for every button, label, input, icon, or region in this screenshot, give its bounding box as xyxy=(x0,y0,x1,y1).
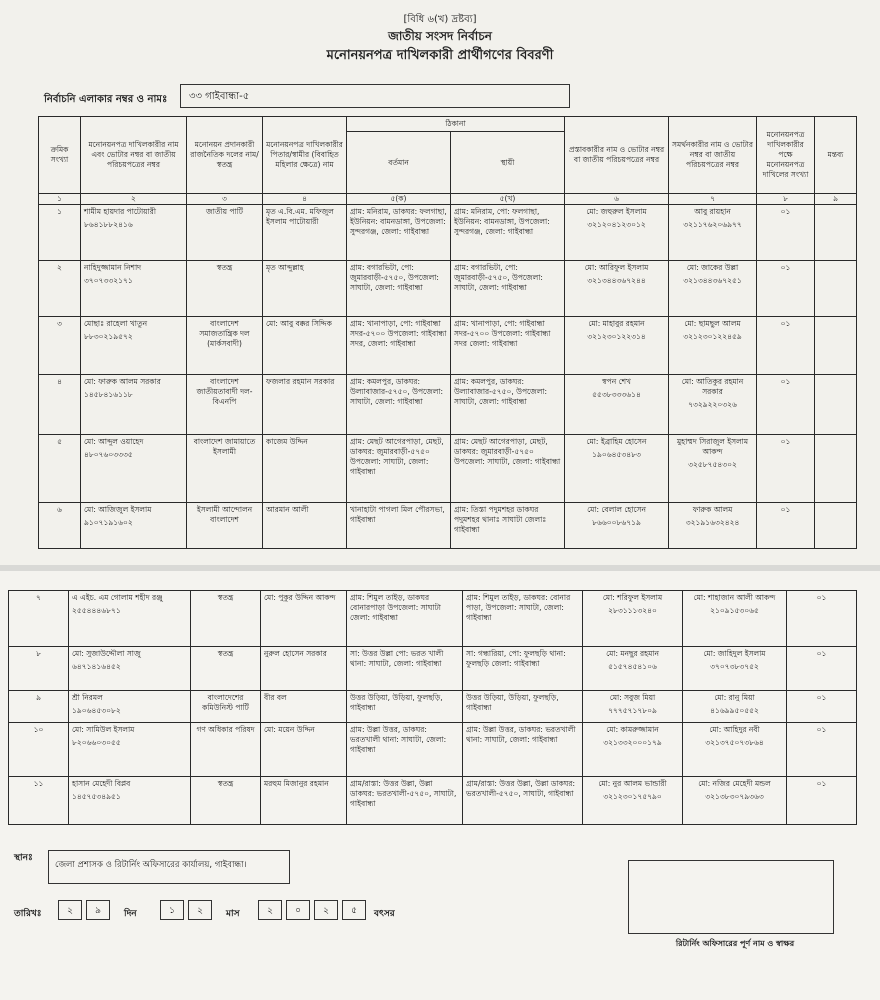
proposer-id: ৫৫৩৮৩৩৩৬১৪ xyxy=(592,390,641,399)
colnum: ৩ xyxy=(187,194,263,205)
seconder-cell xyxy=(669,435,757,503)
father-cell xyxy=(263,317,347,375)
proposer-id: ৩২১৩৩২০০০১৭৯ xyxy=(603,738,662,747)
candidate-cell xyxy=(81,435,187,503)
present-address-cell xyxy=(347,317,451,375)
father-cell xyxy=(261,723,347,777)
permanent-address: গ্রাম: মেছট আগেরপাড়া, মেছট, ডাকঘর: জুমারবাড়ী-৫৭৫০ উপজেলা: সাঘাটা, জেলা: গাইবান্ধা xyxy=(454,437,561,466)
seconder-id: ৩২১৯১৬৩২৪২৪ xyxy=(685,518,740,527)
count-cell xyxy=(757,261,815,317)
party-cell xyxy=(191,591,261,647)
seconder-name: মো: শাহাজান আলী আকন্দ xyxy=(693,593,776,602)
col-permanent: স্থায়ী xyxy=(451,132,565,194)
remarks-cell xyxy=(815,261,857,317)
present-address-cell xyxy=(347,591,463,647)
seconder-id: ৩২১৩৮৩০৭৯৩৬৩ xyxy=(705,792,764,801)
signature-box xyxy=(628,860,834,934)
count-cell xyxy=(757,205,815,261)
count-cell xyxy=(757,435,815,503)
area-label: নির্বাচনি এলাকার নম্বর ও নামঃ xyxy=(44,94,168,105)
permanent-address-cell xyxy=(451,435,565,503)
seconder-cell xyxy=(683,647,787,691)
remarks-cell xyxy=(815,205,857,261)
serial-cell xyxy=(39,435,81,503)
submission-count: ০১ xyxy=(816,649,827,658)
seconder-name: আবু রায়হান xyxy=(694,207,731,216)
permanent-address-cell xyxy=(451,205,565,261)
count-cell xyxy=(787,591,857,647)
present-address: গ্রাম/রাস্তা: উত্তর উল্লা, উল্লা ডাকঘর: ভরতখালী-৫৭৫০, সাঘাটা, গাইবান্ধা xyxy=(350,779,457,808)
present-address: গ্রাম: মেছট আগেরপাড়া, মেছট, ডাকঘর: জুমারবাড়ী-৫৭৫০ উপজেলা: সাঘাটা, জেলা: গাইবান্ধা xyxy=(350,437,444,476)
permanent-address: গ্রাম/রাস্তা: উত্তর উল্লা, উল্লা ডাকঘর: ভরতখালী-৫৭৫০, সাঘাটা, গাইবান্ধা xyxy=(466,779,576,798)
col-party: মনোনয়ন প্রদানকারী রাজনৈতিক দলের নাম/স্বতন্ত্র xyxy=(187,117,263,194)
colnum: ৫(খ) xyxy=(451,194,565,205)
proposer-cell xyxy=(565,261,669,317)
candidate-name: শ্রী নিরমল xyxy=(72,693,103,702)
candidate-name: হাসান মেহেদী বিপ্লব xyxy=(72,779,131,788)
candidate-name: মো: আজিজুল ইসলাম xyxy=(84,505,152,514)
father-name: মৃত আব্দুল্লাহ xyxy=(266,263,304,272)
party-cell xyxy=(187,205,263,261)
father-name: বীর বল xyxy=(264,693,287,702)
serial: ১১ xyxy=(33,779,44,788)
count-cell xyxy=(757,317,815,375)
party-cell xyxy=(187,375,263,435)
candidate-name: মো: আব্দুল ওয়াহেদ xyxy=(84,437,144,446)
month-digit: ২ xyxy=(188,900,212,920)
table-row xyxy=(9,647,857,691)
serial-cell xyxy=(39,205,81,261)
rule-reference: [বিধি ৬(খ) দ্রষ্টব্য] xyxy=(403,14,477,25)
colnum: ৯ xyxy=(815,194,857,205)
serial-cell xyxy=(9,723,69,777)
candidate-cell xyxy=(81,375,187,435)
party-name: ইসলামী আন্দোলন বাংলাদেশ xyxy=(196,505,253,524)
proposer-name: মো: জহুরুল ইসলাম xyxy=(586,207,647,216)
permanent-address-cell xyxy=(451,503,565,549)
count-cell xyxy=(787,647,857,691)
proposer-id: ৩২১৩৪৪৩৬৭২৪৪ xyxy=(587,276,646,285)
seconder-cell xyxy=(669,205,757,261)
party-cell xyxy=(191,647,261,691)
party-name: স্বতন্ত্র xyxy=(217,779,234,788)
party-cell xyxy=(191,777,261,825)
serial-cell xyxy=(39,261,81,317)
candidate-name: মো: ফারুক আলম সরকার xyxy=(84,377,161,386)
father-cell xyxy=(263,435,347,503)
proposer-name: মো: কামরুজ্জামান xyxy=(606,725,659,734)
candidate-cell xyxy=(81,503,187,549)
proposer-name: মো: সবুজ মিয়া xyxy=(609,693,656,702)
seconder-id: ৩৭০৭৩৮৩৭৫২ xyxy=(710,662,759,671)
father-name: মরহুম মিজানুর রহমান xyxy=(264,779,329,788)
present-address-cell xyxy=(347,647,463,691)
party-name: স্বতন্ত্র xyxy=(216,263,233,272)
seconder-cell xyxy=(683,691,787,723)
present-address-cell xyxy=(347,261,451,317)
permanent-address: গ্রাম: তিস্তা পদুমশহর ডাকঘর পদুমশহর থানাঃ সাঘাটা জেলাঃ গাইবান্ধা xyxy=(454,505,547,534)
father-name: মৃত এ.বি.এম. মফিজুল ইসলাম পাটোয়ারী xyxy=(266,207,334,226)
serial: ৬ xyxy=(57,505,62,514)
proposer-id: ৩২১২০৪১২৩০১২ xyxy=(587,220,646,229)
father-name: নুরুল হোসেন সরকার xyxy=(264,649,327,658)
present-address: খানাহাটা পাগলা মিল পৌরসভা, গাইবান্ধা xyxy=(350,505,445,524)
party-name: স্বতন্ত্র xyxy=(217,649,234,658)
proposer-id: ৩২১২৩০১২২৩১৪ xyxy=(587,332,646,341)
col-present: বর্তমান xyxy=(347,132,451,194)
seconder-cell xyxy=(683,591,787,647)
colnum: ৮ xyxy=(757,194,815,205)
column-number-row xyxy=(39,194,857,205)
count-cell xyxy=(787,723,857,777)
proposer-cell xyxy=(583,777,683,825)
candidate-nid: ৮৮৩০২১৯৫৭২ xyxy=(84,332,133,341)
colnum: ৫(ক) xyxy=(347,194,451,205)
seconder-id: ৩২১৩৭৫০৭৩৮৬৪ xyxy=(705,738,764,747)
proposer-cell xyxy=(583,691,683,723)
seconder-name: মো: জাহিদুল ইসলাম xyxy=(703,649,766,658)
candidate-nid: ৮২০৬৬০৩০৫৫ xyxy=(72,738,121,747)
seconder-name: ফারুক আলম xyxy=(692,505,733,514)
candidate-nid: ৪৮০৭৬০৩৩৩৫ xyxy=(84,450,133,459)
present-address: উত্তর উড়িয়া, উড়িয়া, ফুলছড়ি, গাইবান্ধা xyxy=(350,693,443,712)
submission-count: ০১ xyxy=(816,693,827,702)
father-cell xyxy=(261,691,347,723)
candidate-nid: ৬৪৭১৪১৬৪৫২ xyxy=(72,662,121,671)
permanent-address: গ্রাম: শিমুল তাইড়, ডাকঘর: বোনার পাড়া, উপজেলা: সাঘাটা, জেলা: গাইবান্ধা xyxy=(466,593,571,622)
col-candidate: মনোনয়নপত্র দাখিলকারীর নাম এবং ভোটার নম্বর বা জাতীয় পরিচয়পত্রের নম্বর xyxy=(81,117,187,194)
permanent-address-cell xyxy=(463,777,583,825)
father-name: মো: আবু বক্কর সিদ্দিক xyxy=(266,319,332,328)
present-address: গ্রাম: উল্লা উত্তর, ডাকঘর: ভরতখালী থানা: সাঘাটা, জেলা: গাইবান্ধা xyxy=(350,725,447,754)
place-value: জেলা প্রশাসক ও রিটার্নিং অফিসারের কার্যালয়, গাইবান্ধা। xyxy=(48,850,290,884)
seconder-cell xyxy=(683,723,787,777)
count-cell xyxy=(787,777,857,825)
colnum: ৬ xyxy=(565,194,669,205)
seconder-name: মো: ছামছুল আলম xyxy=(684,319,741,328)
table-row xyxy=(39,375,857,435)
month-label: মাস xyxy=(226,909,240,919)
permanent-address-cell xyxy=(463,647,583,691)
father-cell xyxy=(263,205,347,261)
day-label: দিন xyxy=(124,909,137,919)
table-row xyxy=(39,205,857,261)
candidate-cell xyxy=(69,647,191,691)
proposer-id: ৭৭৭৫৭১৭৮০৯ xyxy=(608,706,657,715)
seconder-cell xyxy=(669,375,757,435)
serial: ১০ xyxy=(33,725,44,734)
table-row xyxy=(39,317,857,375)
proposer-name: মো: আরিফুল ইসলাম xyxy=(584,263,649,272)
serial-cell xyxy=(9,647,69,691)
serial: ৪ xyxy=(57,377,62,386)
father-cell xyxy=(261,591,347,647)
colnum: ২ xyxy=(81,194,187,205)
signature-caption: রিটার্নিং অফিসারের পূর্ণ নাম ও স্বাক্ষর xyxy=(675,939,795,948)
col-address: ঠিকানা xyxy=(347,117,565,132)
day-digit: ২ xyxy=(58,900,82,920)
proposer-id: ৫১৫৭৪৫৪১০৬ xyxy=(608,662,657,671)
candidate-name: মো: সুজাউদ্দৌলা সাজু xyxy=(72,649,141,658)
party-cell xyxy=(191,691,261,723)
proposer-cell xyxy=(565,435,669,503)
father-name: কাজেম উদ্দিন xyxy=(266,437,308,446)
permanent-address: গ্রাম: উল্লা উত্তর, ডাকঘর: ভরতখালী থানা: সাঘাটা, জেলা: গাইবান্ধা xyxy=(466,725,576,744)
submission-count: ০১ xyxy=(780,505,791,514)
submission-count: ০১ xyxy=(780,377,791,386)
seconder-id: ৩২১৩৪৪৩৬৭২৫১ xyxy=(683,276,742,285)
present-address: গ্রাম: শিমুল তাইড়, ডাকঘর বোনারপাড়া উপজেলা: সাঘাটা জেলা: গাইবান্ধা xyxy=(350,593,441,622)
permanent-address-cell xyxy=(463,723,583,777)
day-digit: ৯ xyxy=(86,900,110,920)
proposer-name: মো: ইব্রাহিম হোসেন xyxy=(586,437,647,446)
table-row xyxy=(39,503,857,549)
present-address-cell xyxy=(347,723,463,777)
father-name: আরমান আলী xyxy=(266,505,309,514)
father-cell xyxy=(263,261,347,317)
year-label: বৎসর xyxy=(374,909,395,919)
candidate-cell xyxy=(81,261,187,317)
seconder-cell xyxy=(669,261,757,317)
candidate-cell xyxy=(69,777,191,825)
candidate-name: শামীম হায়দার পাটোয়ারী xyxy=(84,207,157,216)
father-cell xyxy=(261,647,347,691)
table-row xyxy=(9,691,857,723)
father-name: মো: পুকুর উদ্দিন আকন্দ xyxy=(264,593,336,602)
remarks-cell xyxy=(815,503,857,549)
count-cell xyxy=(757,503,815,549)
serial-cell xyxy=(39,375,81,435)
permanent-address-cell xyxy=(451,375,565,435)
col-father: মনোনয়নপত্র দাখিলকারীর পিতার/স্বামীর (বিবাহিত মহিলার ক্ষেত্রে) নাম xyxy=(263,117,347,194)
date-label: তারিখঃ xyxy=(14,909,42,919)
candidate-cell xyxy=(81,205,187,261)
year-digit: ৫ xyxy=(342,900,366,920)
proposer-name: মো: নুর আলম ভান্ডারী xyxy=(598,779,667,788)
permanent-address: সা: গন্ধারিয়া, পো: ফুলছড়ি থানা: ফুলছড়ি জেলা: গাইবান্ধা xyxy=(466,649,566,668)
table-row xyxy=(9,777,857,825)
party-name: বাংলাদেশ সমাজতান্ত্রিক দল (মার্কসবাদী) xyxy=(199,319,250,348)
present-address: গ্রাম: বগারভিটা, পো: জুমারবাড়ী-৫৭৫০, উপজেলা: সাঘাটা, জেলা: গাইবান্ধা xyxy=(350,263,439,292)
present-address: গ্রাম: মনিরাম, ডাকঘর: ফলগাছা, ইউনিয়ন: বামনডাঙ্গা, উপজেলা: সুন্দরগঞ্জ, জেলা: গাইবান্ধা xyxy=(350,207,447,236)
party-name: স্বতন্ত্র xyxy=(217,593,234,602)
candidate-name: মো: সামিউল ইসলাম xyxy=(72,725,135,734)
submission-count: ০১ xyxy=(780,263,791,272)
seconder-name: মো: আহিদুর নবী xyxy=(709,725,760,734)
proposer-cell xyxy=(565,317,669,375)
proposer-cell xyxy=(565,205,669,261)
page-title: মনোনয়নপত্র দাখিলকারী প্রার্থীগণের বিবরণী xyxy=(326,48,554,63)
year-digit: ২ xyxy=(314,900,338,920)
party-cell xyxy=(187,435,263,503)
table-row xyxy=(9,591,857,647)
count-cell xyxy=(787,691,857,723)
month-digit: ১ xyxy=(160,900,184,920)
table-row xyxy=(39,435,857,503)
serial-cell xyxy=(39,317,81,375)
party-cell xyxy=(191,723,261,777)
colnum: ১ xyxy=(39,194,81,205)
proposer-id: ২৮৩১১১৩২৪০ xyxy=(608,606,657,615)
father-cell xyxy=(263,375,347,435)
col-serial: ক্রমিক সংখ্যা xyxy=(39,117,81,194)
submission-count: ০১ xyxy=(816,725,827,734)
proposer-name: মো: বেলাল হোসেন xyxy=(587,505,646,514)
candidate-nid: ৮৬৪১৮৮২৪১৬ xyxy=(84,220,133,229)
present-address-cell xyxy=(347,691,463,723)
candidate-nid: ২৫৫৪৪৪৬৮৭১ xyxy=(72,606,121,615)
present-address-cell xyxy=(347,375,451,435)
candidate-cell xyxy=(69,591,191,647)
permanent-address: গ্রাম: মনিরাম, পো: ফলগাছা, ইউনিয়ন: বামনডাঙ্গা, উপজেলা: সুন্দরগঞ্জ, জেলা: গাইবান্ধা xyxy=(454,207,550,236)
father-name: মো: ময়েন উদ্দিন xyxy=(264,725,315,734)
candidate-name: মোছাঃ রাহেলা খাতুন xyxy=(84,319,148,328)
permanent-address-cell xyxy=(463,691,583,723)
party-cell xyxy=(187,503,263,549)
present-address-cell xyxy=(347,503,451,549)
serial: ৫ xyxy=(57,437,62,446)
present-address: গ্রাম: কমলপুর, ডাকঘর: উল্যাবাজার-৫৭৫০, উপজেলা: সাঘাটা, জেলা: গাইবান্ধা xyxy=(350,377,444,406)
seconder-id: ৩২৫৮৭৫৪৩০২ xyxy=(688,460,737,469)
candidate-nid: ১৯০৬৪৫৩০৮২ xyxy=(72,706,121,715)
proposer-name: স্বপন শেখ xyxy=(602,377,631,386)
proposer-id: ৩২১২৩০১৭৫৭৯০ xyxy=(603,792,662,801)
remarks-cell xyxy=(815,375,857,435)
seconder-name: মুহাম্মদ সিরাজুল ইসলাম আকন্দ xyxy=(676,437,749,456)
party-name: বাংলাদেশ জামায়াতে ইসলামী xyxy=(193,437,256,456)
proposer-id: ৮৬৬০০৮৬৭১৯ xyxy=(592,518,641,527)
year-digit: ০ xyxy=(286,900,310,920)
proposer-cell xyxy=(565,375,669,435)
election-heading: জাতীয় সংসদ নির্বাচন xyxy=(388,29,492,43)
present-address-cell xyxy=(347,777,463,825)
candidate-cell xyxy=(81,317,187,375)
permanent-address: গ্রাম: কমলপুর, ডাকঘর: উল্যাবাজার-৫৭৫০, উপজেলা: সাঘাটা, জেলা: গাইবান্ধা xyxy=(454,377,548,406)
year-digit: ২ xyxy=(258,900,282,920)
proposer-cell xyxy=(583,723,683,777)
candidate-name: এ এইচ. এম গোলাম শহীদ রঞ্জু xyxy=(72,593,163,602)
serial: ৯ xyxy=(36,693,41,702)
seconder-id: ৩২১১৭৬২০৬৯৭৭ xyxy=(683,220,742,229)
permanent-address-cell xyxy=(451,317,565,375)
serial-cell xyxy=(9,777,69,825)
candidate-nid: ৯১০৭১৯১৬০২ xyxy=(84,518,133,527)
candidate-name: নাহিদুজ্জামান নিশাদ xyxy=(84,263,142,272)
serial-cell xyxy=(39,503,81,549)
permanent-address: গ্রাম: বগারভিটা, পো: জুমারবাড়ী-৫৭৫০, উপজেলা: সাঘাটা, জেলা: গাইবান্ধা xyxy=(454,263,543,292)
present-address: গ্রাম: খানাপাড়া, পো: গাইবান্ধা সদর-৫৭০০ উপজেলা: গাইবান্ধা সদর, জেলা: গাইবান্ধা xyxy=(350,319,447,348)
area-value: ৩৩ গাইবান্ধা-৫ xyxy=(180,84,570,108)
permanent-address: গ্রাম: খানাপাড়া, পো: গাইবান্ধা সদর-৫৭০০ উপজেলা: গাইবান্ধা সদর জেলা: গাইবান্ধা xyxy=(454,319,551,348)
proposer-cell xyxy=(583,591,683,647)
submission-count: ০১ xyxy=(816,779,827,788)
party-name: গণ অধিকার পরিষদ xyxy=(196,725,255,734)
proposer-name: মো: মাহাবুর রহমান xyxy=(588,319,645,328)
seconder-name: মো: নজির মেহেদী মন্ডল xyxy=(698,779,771,788)
party-name: বাংলাদেশের কমিউনিস্ট পার্টি xyxy=(202,693,249,712)
father-cell xyxy=(263,503,347,549)
father-cell xyxy=(261,777,347,825)
serial-cell xyxy=(9,691,69,723)
permanent-address-cell xyxy=(463,591,583,647)
proposer-cell xyxy=(583,647,683,691)
party-name: জাতীয় পার্টি xyxy=(206,207,243,216)
count-cell xyxy=(757,375,815,435)
seconder-id: ৪১৬৯৯৫০৫৫২ xyxy=(710,706,759,715)
candidate-nid: ১৪৫৮৪১৬১১৮ xyxy=(84,390,133,399)
father-name: ফজলার রহমান সরকার xyxy=(266,377,335,386)
seconder-cell xyxy=(669,317,757,375)
submission-count: ০১ xyxy=(780,319,791,328)
candidates-table-part2 xyxy=(8,590,857,825)
col-proposer: প্রস্তাবকারীর নাম ও ভোটার নম্বর বা জাতীয় পরিচয়পত্রের নম্বর xyxy=(565,117,669,194)
table-row xyxy=(39,261,857,317)
party-name: বাংলাদেশ জাতীয়তাবাদী দল-বিএনপি xyxy=(196,377,253,406)
serial: ১ xyxy=(57,207,62,216)
table-row xyxy=(9,723,857,777)
place-label: স্থানঃ xyxy=(14,853,33,863)
present-address: সা: উত্তর উল্লা পো: ভরত খালী থানা: সাঘাটা, জেলা: গাইবান্ধা xyxy=(350,649,444,668)
colnum: ৭ xyxy=(669,194,757,205)
colnum: ৪ xyxy=(263,194,347,205)
serial: ৮ xyxy=(36,649,41,658)
col-remarks: মন্তব্য xyxy=(815,117,857,194)
seconder-name: মো: জাকের উল্লা xyxy=(686,263,739,272)
candidates-table-part1 xyxy=(38,116,857,549)
seconder-id: ৭৩২৯২২০৩২৬ xyxy=(688,400,737,409)
candidate-cell xyxy=(69,691,191,723)
serial-cell xyxy=(9,591,69,647)
serial: ২ xyxy=(57,263,62,272)
remarks-cell xyxy=(815,317,857,375)
proposer-cell xyxy=(565,503,669,549)
seconder-name: মো: রানু মিয়া xyxy=(714,693,755,702)
submission-count: ০১ xyxy=(780,437,791,446)
remarks-cell xyxy=(815,435,857,503)
col-count: মনোনয়নপত্র দাখিলকারীর পক্ষে মনোনয়নপত্র দাখিলের সংখ্যা xyxy=(757,117,815,194)
party-cell xyxy=(187,261,263,317)
serial: ৩ xyxy=(57,319,62,328)
present-address-cell xyxy=(347,435,451,503)
proposer-id: ১৯০৬৪৫৩৪৮৩ xyxy=(592,450,641,459)
seconder-cell xyxy=(669,503,757,549)
party-cell xyxy=(187,317,263,375)
col-seconder: সমর্থনকারীর নাম ও ভোটার নম্বর বা জাতীয় পরিচয়পত্রের নম্বর xyxy=(669,117,757,194)
proposer-name: মো: মনছুর রহমান xyxy=(606,649,659,658)
seconder-id: ২১০৯১৫৩০৬৫ xyxy=(710,606,759,615)
seconder-id: ৩২১২৩০১২২৪৫৯ xyxy=(683,332,742,341)
seconder-cell xyxy=(683,777,787,825)
permanent-address-cell xyxy=(451,261,565,317)
candidate-cell xyxy=(69,723,191,777)
candidate-nid: ১৪৫৭৫৩৪৯৫১ xyxy=(72,792,121,801)
submission-count: ০১ xyxy=(816,593,827,602)
permanent-address: উত্তর উড়িয়া, উড়িয়া, ফুলছড়ি, গাইবান্ধা xyxy=(466,693,559,712)
submission-count: ০১ xyxy=(780,207,791,216)
proposer-name: মো: শরিফুল ইসলাম xyxy=(602,593,663,602)
seconder-name: মো: আতিকুর রহমান সরকার xyxy=(681,377,744,396)
candidate-nid: ৩৭০৭৩৩২১৭১ xyxy=(84,276,133,285)
serial: ৭ xyxy=(36,593,41,602)
present-address-cell xyxy=(347,205,451,261)
